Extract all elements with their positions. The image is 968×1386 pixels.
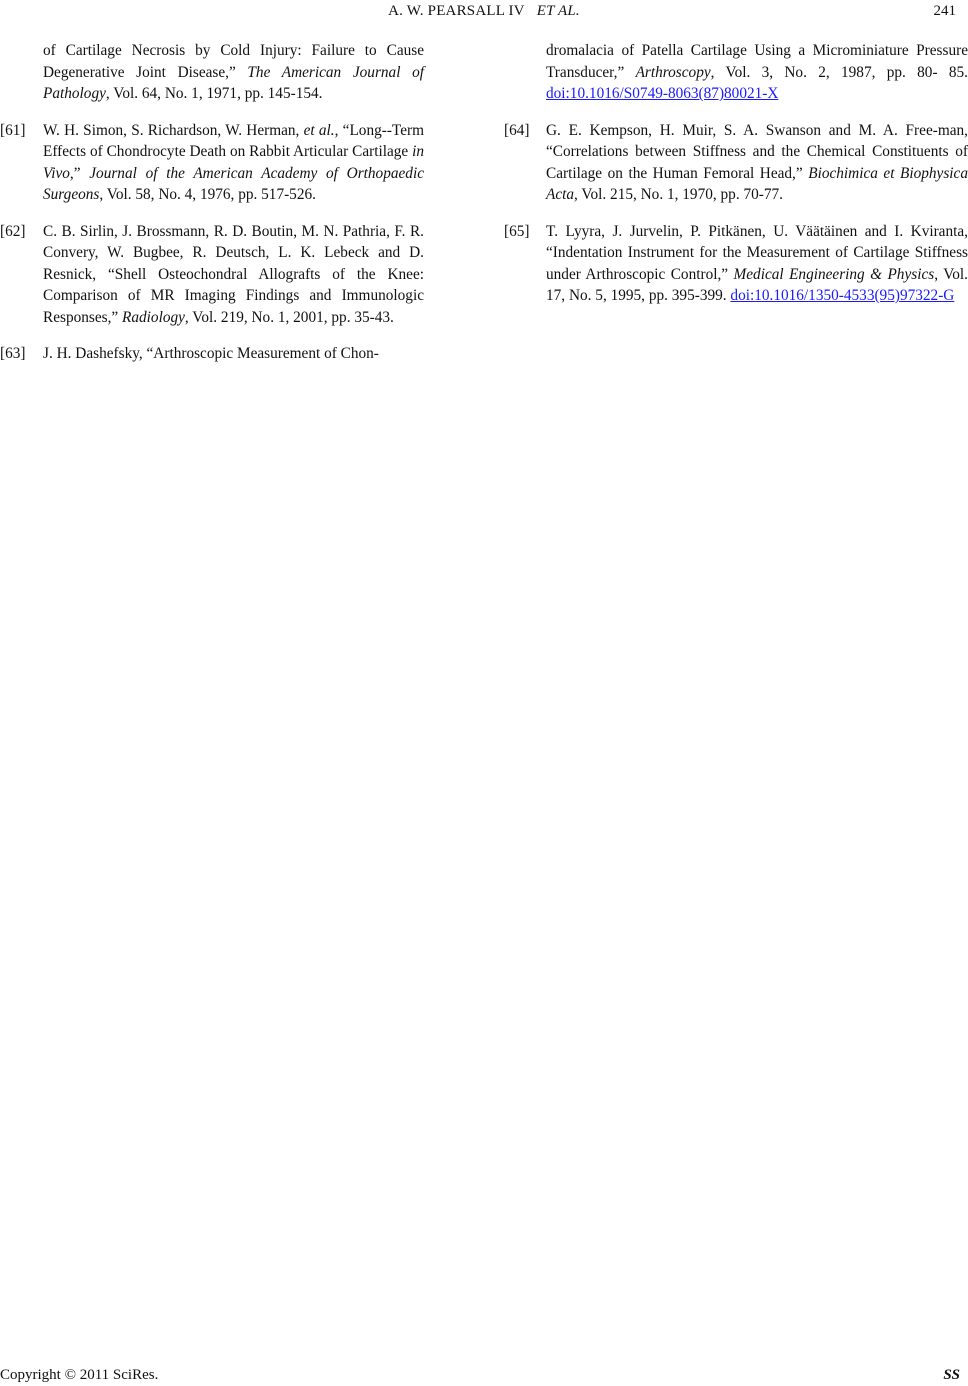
ref-journal: The American Journal of Pathology: [43, 63, 424, 102]
page-header: [0, 0, 968, 22]
running-head-authors: A. W. PEARSALL IV: [388, 3, 525, 19]
page-number: 241: [933, 3, 956, 19]
ref-text: , Vol. 17, No. 5, 1995, pp. 395-399.: [546, 265, 968, 304]
reference-64: [504, 120, 968, 206]
ref-number: [61]: [0, 121, 26, 139]
ref-text: , Vol. 58, No. 4, 1976, pp. 517-526.: [99, 186, 316, 203]
ref-text: of Cartilage Necrosis by Cold Injury: Failure to Cause Degenerative Joint Disease,”: [43, 42, 424, 81]
reference-63: [0, 343, 424, 365]
ref-text: , Vol. 215, No. 1, 1970, pp. 70-77.: [574, 186, 783, 203]
ref-number: [63]: [0, 345, 26, 362]
ref-journal: Radiology: [122, 308, 185, 326]
doi-link[interactable]: doi:10.1016/1350-4533(95)97322-G: [730, 287, 955, 304]
ref-text: T. Lyyra, J. Jurvelin, P. Pitkänen, U. Väätäinen and I. Kviranta, “Indentation Instrument for the Measurement of Cartilage Stiffness under Arthroscopic Control,”: [546, 222, 968, 283]
running-head-etal: ET AL.: [536, 3, 580, 19]
ref-journal: Medical Engineering & Physics: [733, 265, 935, 283]
ref-text: , Vol. 64, No. 1, 1971, pp. 145-154.: [105, 85, 323, 102]
ref-text: J. H. Dashefsky, “Arthroscopic Measurement of Chon-: [43, 345, 379, 362]
ref-italic: in Vivo: [43, 143, 424, 182]
copyright: Copyright © 2011 SciRes.: [0, 1367, 159, 1383]
page-footer: [0, 1364, 968, 1386]
left-column: [0, 40, 424, 380]
reference-continued: [504, 40, 968, 105]
ref-number: [62]: [0, 222, 26, 240]
ref-text: , Vol. 219, No. 1, 2001, pp. 35-43.: [184, 308, 394, 326]
ref-number: [64]: [504, 121, 530, 139]
ref-journal: Biochimica et Biophysica Acta: [546, 164, 968, 203]
ref-number: [65]: [504, 222, 530, 240]
ref-text: , “Long--Term Effects of Chondrocyte Death on Rabbit Articular Cartilage: [43, 121, 424, 160]
ref-journal: Journal of the American Academy of Orthopaedic Surgeons: [43, 164, 424, 203]
ref-journal: Arthroscopy: [635, 63, 711, 81]
reference-61: [0, 120, 424, 206]
right-column: [504, 40, 968, 322]
ref-text: W. H. Simon, S. Richardson, W. Herman,: [43, 121, 304, 139]
ref-text: ,”: [69, 164, 90, 182]
journal-abbreviation: SS: [943, 1367, 960, 1383]
doi-link[interactable]: doi:10.1016/S0749-8063(87)80021-X: [546, 85, 779, 102]
ref-text: C. B. Sirlin, J. Brossmann, R. D. Boutin, M. N. Pathria, F. R. Convery, W. Bugbee, R. Deutsch, L. K. Lebeck and D. Resnick, “Shell Osteochondral Allografts of the Knee: Comparison of MR Imaging Findings and Immunologic Responses,”: [43, 222, 424, 326]
ref-etal: et al.: [303, 121, 335, 139]
running-head: [0, 0, 968, 22]
ref-text: , Vol. 3, No. 2, 1987, pp. 80- 85.: [710, 63, 968, 81]
reference-continued: [0, 40, 424, 105]
reference-65: [504, 221, 968, 307]
ref-text: dromalacia of Patella Cartilage Using a Microminiature Pressure Transducer,”: [546, 42, 968, 81]
reference-62: [0, 221, 424, 329]
ref-text: G. E. Kempson, H. Muir, S. A. Swanson and M. A. Free-man, “Correlations between Stiffness and the Chemical Constituents of Cartilage on the Human Femoral Head,”: [546, 121, 968, 182]
